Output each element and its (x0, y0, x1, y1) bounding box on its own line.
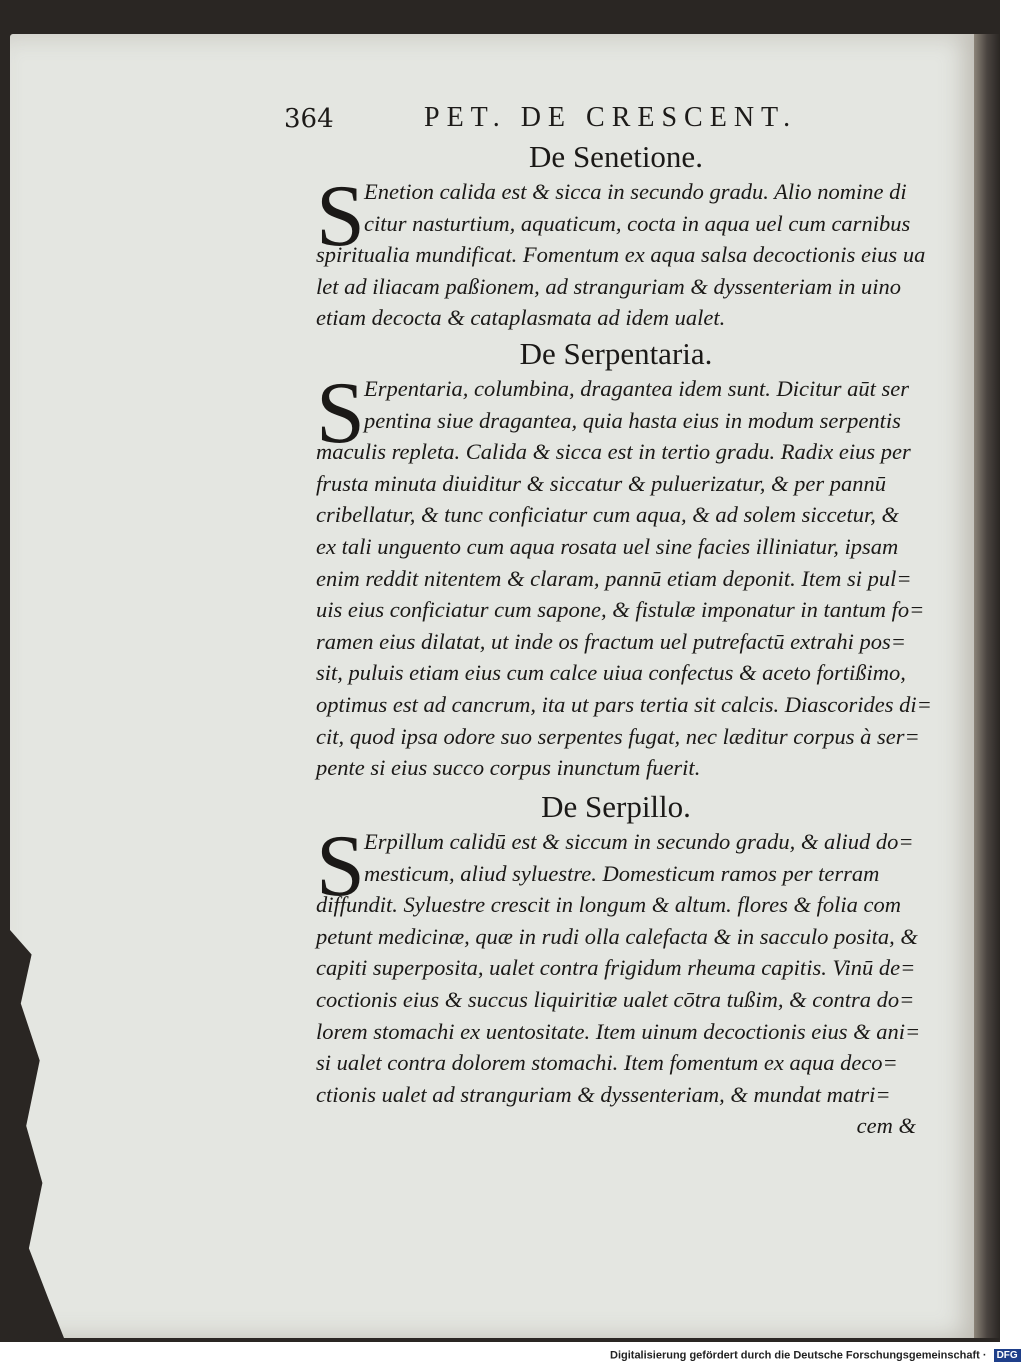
text-line: pentina siue dragantea, quia hasta eius in modum serpentis (364, 407, 901, 433)
text-line: uis eius conficiatur cum sapone, & fistulæ imponatur in tantum fo= (316, 597, 925, 623)
section-body (316, 818, 921, 1142)
dfg-logo-icon: DFG (994, 1349, 1021, 1362)
text-line: petunt medicinæ, quæ in rudi olla calefacta & in sacculo posita, & (316, 923, 918, 949)
text-line: sit, puluis etiam eius cum calce uiua confectus & aceto fortißimo, (316, 660, 906, 686)
drop-cap: S (316, 818, 365, 915)
text-line: pente si eius succo corpus inunctum fuerit. (316, 755, 701, 781)
book-spine (974, 34, 1000, 1338)
text-line: lorem stomachi ex uentositate. Item uinum decoctionis eius & ani= (316, 1018, 921, 1044)
text-line: cem & (856, 1113, 916, 1139)
text-line: ex tali unguento cum aqua rosata uel sine facies illiniatur, ipsam (316, 533, 899, 559)
text-line: Erpillum calidū est & siccum in secundo gradu, & aliud do= (364, 829, 914, 854)
text-line: mesticum, aliud syluestre. Domesticum ramos per terram (364, 860, 880, 886)
text-line: optimus est ad cancrum, ita ut pars tertia sit calcis. Diascorides di= (316, 691, 932, 717)
text-line: cit, quod ipsa odore suo serpentes fugat, nec læditur corpus à ser= (316, 723, 920, 749)
text-line: let ad iliacam paßionem, ad stranguriam & dyssenteriam in uino (316, 273, 901, 299)
text-line: citur nasturtium, aquaticum, cocta in aqua uel cum carnibus (364, 210, 911, 236)
text-line: Enetion calida est & sicca in secundo gradu. Alio nomine di (364, 179, 907, 204)
text-line: etiam decocta & cataplasmata ad idem ualet. (316, 305, 726, 331)
section-title: De Serpillo. (541, 789, 691, 824)
text-line: capiti superposita, ualet contra frigidum rheuma capitis. Vinū de= (316, 955, 916, 981)
section-body (316, 365, 932, 784)
page-number: 364 (284, 104, 334, 134)
text-line: ctionis ualet ad stranguriam & dyssenteriam, & mundat matri= (316, 1081, 891, 1107)
section-title: De Serpentaria. (519, 336, 713, 371)
text-line: spiritualia mundificat. Fomentum ex aqua salsa decoctionis eius ua (316, 242, 926, 268)
section-title: De Senetione. (529, 139, 703, 174)
section-de-serpillo (316, 788, 921, 1142)
text-line: diffundit. Syluestre crescit in longum & altum. flores & folia com (316, 892, 901, 918)
text-line: si ualet contra dolorem stomachi. Item fomentum ex aqua deco= (316, 1050, 898, 1076)
text-line: ramen eius dilatat, ut inde os fractum uel putrefactū extrahi pos= (316, 628, 906, 654)
running-head: PET. DE CRESCENT. (424, 102, 798, 133)
credit-text: Digitalisierung gefördert durch die Deutsche Forschungsgemeinschaft · (610, 1349, 987, 1362)
text-line: coctionis eius & succus liquiritiæ ualet cōtra tußim, & contra do= (316, 986, 915, 1012)
page-header (284, 100, 844, 140)
section-de-senetione (316, 138, 926, 334)
digitization-credit (610, 1349, 1021, 1362)
text-line: cribellatur, & tunc conficiatur cum aqua, & ad solem siccetur, & (316, 502, 900, 528)
section-body (316, 168, 926, 334)
text-line: maculis repleta. Calida & sicca est in tertio gradu. Radix eius per (316, 439, 911, 465)
section-de-serpentaria (316, 335, 932, 784)
text-line: Erpentaria, columbina, dragantea idem sunt. Dicitur aūt ser (364, 376, 909, 401)
text-line: frusta minuta diuiditur & siccatur & puluerizatur, & per pannū (316, 470, 887, 496)
drop-cap: S (316, 365, 365, 462)
drop-cap: S (316, 168, 365, 265)
text-line: enim reddit nitentem & claram, pannū etiam deponit. Item si pul= (316, 565, 912, 591)
